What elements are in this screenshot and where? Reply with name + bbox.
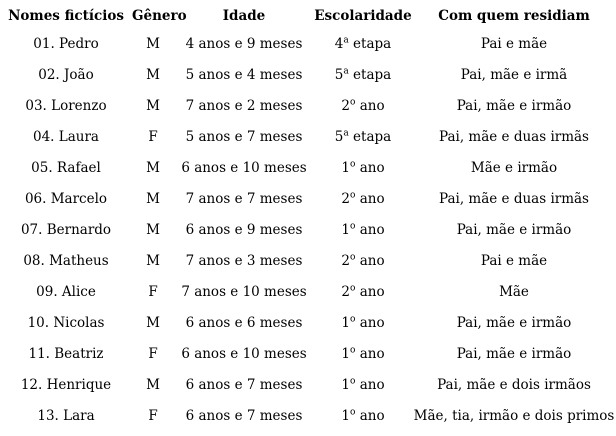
cell-escolaridade: 5$^a$ etapa [334, 66, 392, 83]
column-header-com-quem-residiam: Com quem residiam [438, 8, 590, 25]
ordinal-superscript: o [350, 97, 356, 108]
cell-nome: 06. Marcelo [24, 190, 108, 207]
table-row [0, 91, 616, 122]
cell-escolaridade: 5$^a$ etapa [334, 128, 392, 145]
cell-idade: 6 anos e 10 meses [181, 159, 307, 176]
cell-idade: 7 anos e 7 meses [185, 190, 303, 207]
cell-genero: F [148, 128, 158, 145]
column-header-genero: Gênero [132, 8, 187, 25]
cell-genero: F [148, 407, 158, 424]
column-header-idade: Idade [222, 8, 266, 25]
table-row [0, 370, 616, 401]
cell-genero: F [148, 345, 158, 362]
cell-genero: M [146, 190, 160, 207]
cell-residiam: Pai, mãe e irmão [456, 314, 572, 331]
cell-genero: M [146, 314, 160, 331]
cell-residiam: Pai, mãe e duas irmãs [439, 128, 589, 145]
ordinal-superscript: a [343, 35, 349, 46]
ordinal-superscript: o [350, 221, 356, 232]
table-row [0, 401, 616, 432]
cell-nome: 08. Matheus [23, 252, 109, 269]
cell-nome: 10. Nicolas [27, 314, 105, 331]
cell-escolaridade: 2$^o$ ano [341, 283, 385, 300]
cell-escolaridade: 2$^o$ ano [341, 190, 385, 207]
cell-residiam: Pai e mãe [480, 252, 548, 269]
cell-nome: 05. Rafael [31, 159, 101, 176]
cell-escolaridade: 2$^o$ ano [341, 97, 385, 114]
cell-idade: 4 anos e 9 meses [185, 35, 303, 52]
table-body [0, 29, 616, 432]
table-row [0, 153, 616, 184]
cell-nome: 13. Lara [37, 407, 95, 424]
table-row [0, 29, 616, 60]
cell-residiam: Mãe e irmão [470, 159, 558, 176]
cell-genero: M [146, 97, 160, 114]
cell-residiam: Pai, mãe e dois irmãos [437, 376, 591, 393]
ordinal-superscript: o [350, 376, 356, 387]
table-row [0, 246, 616, 277]
cell-residiam: Pai e mãe [480, 35, 548, 52]
cell-idade: 6 anos e 9 meses [185, 221, 303, 238]
cell-nome: 12. Henrique [20, 376, 112, 393]
cell-residiam: Pai, mãe e irmão [456, 97, 572, 114]
ordinal-superscript: a [343, 66, 349, 77]
cell-genero: M [146, 159, 160, 176]
cell-idade: 5 anos e 7 meses [185, 128, 303, 145]
cell-nome: 04. Laura [33, 128, 99, 145]
cell-genero: M [146, 66, 160, 83]
cell-genero: F [148, 283, 158, 300]
cell-nome: 01. Pedro [33, 35, 99, 52]
cell-idade: 6 anos e 6 meses [185, 314, 303, 331]
ordinal-superscript: o [350, 314, 356, 325]
cell-idade: 6 anos e 7 meses [185, 376, 303, 393]
cell-escolaridade: 1$^o$ ano [341, 221, 385, 238]
column-header-nomes-ficticios: Nomes fictícios [8, 8, 124, 25]
table-row [0, 215, 616, 246]
ordinal-superscript: o [350, 407, 356, 418]
table-row [0, 122, 616, 153]
cell-residiam: Mãe [499, 283, 529, 300]
cell-escolaridade: 1$^o$ ano [341, 376, 385, 393]
cell-idade: 6 anos e 7 meses [185, 407, 303, 424]
ordinal-superscript: a [343, 128, 349, 139]
cell-idade: 7 anos e 10 meses [181, 283, 307, 300]
cell-nome: 07. Bernardo [20, 221, 112, 238]
ordinal-superscript: o [350, 190, 356, 201]
ordinal-superscript: o [350, 283, 356, 294]
cell-residiam: Pai, mãe e irmão [456, 221, 572, 238]
cell-nome: 02. João [38, 66, 94, 83]
cell-escolaridade: 1$^o$ ano [341, 345, 385, 362]
cell-residiam: Mãe, tia, irmão e dois primos [413, 407, 615, 424]
cell-genero: M [146, 221, 160, 238]
cell-escolaridade: 2$^o$ ano [341, 252, 385, 269]
ordinal-superscript: o [350, 345, 356, 356]
cell-idade: 6 anos e 10 meses [181, 345, 307, 362]
cell-escolaridade: 4$^a$ etapa [334, 35, 392, 52]
column-header-escolaridade: Escolaridade [314, 8, 412, 25]
ordinal-superscript: o [350, 252, 356, 263]
cell-nome: 09. Alice [36, 283, 96, 300]
cell-idade: 7 anos e 3 meses [185, 252, 303, 269]
table-header-row [0, 0, 616, 29]
cell-genero: M [146, 376, 160, 393]
cell-residiam: Pai, mãe e irmão [456, 345, 572, 362]
cell-idade: 7 anos e 2 meses [185, 97, 303, 114]
table-row [0, 184, 616, 215]
cell-escolaridade: 1$^o$ ano [341, 407, 385, 424]
cell-nome: 11. Beatriz [28, 345, 104, 362]
table-row [0, 277, 616, 308]
cell-escolaridade: 1$^o$ ano [341, 159, 385, 176]
cell-escolaridade: 1$^o$ ano [341, 314, 385, 331]
cell-residiam: Pai, mãe e irmã [460, 66, 568, 83]
ordinal-superscript: o [350, 159, 356, 170]
table-row [0, 60, 616, 91]
cell-genero: M [146, 252, 160, 269]
cell-genero: M [146, 35, 160, 52]
cell-idade: 5 anos e 4 meses [185, 66, 303, 83]
cell-nome: 03. Lorenzo [25, 97, 107, 114]
cell-residiam: Pai, mãe e duas irmãs [439, 190, 589, 207]
table-row [0, 339, 616, 370]
table-row [0, 308, 616, 339]
